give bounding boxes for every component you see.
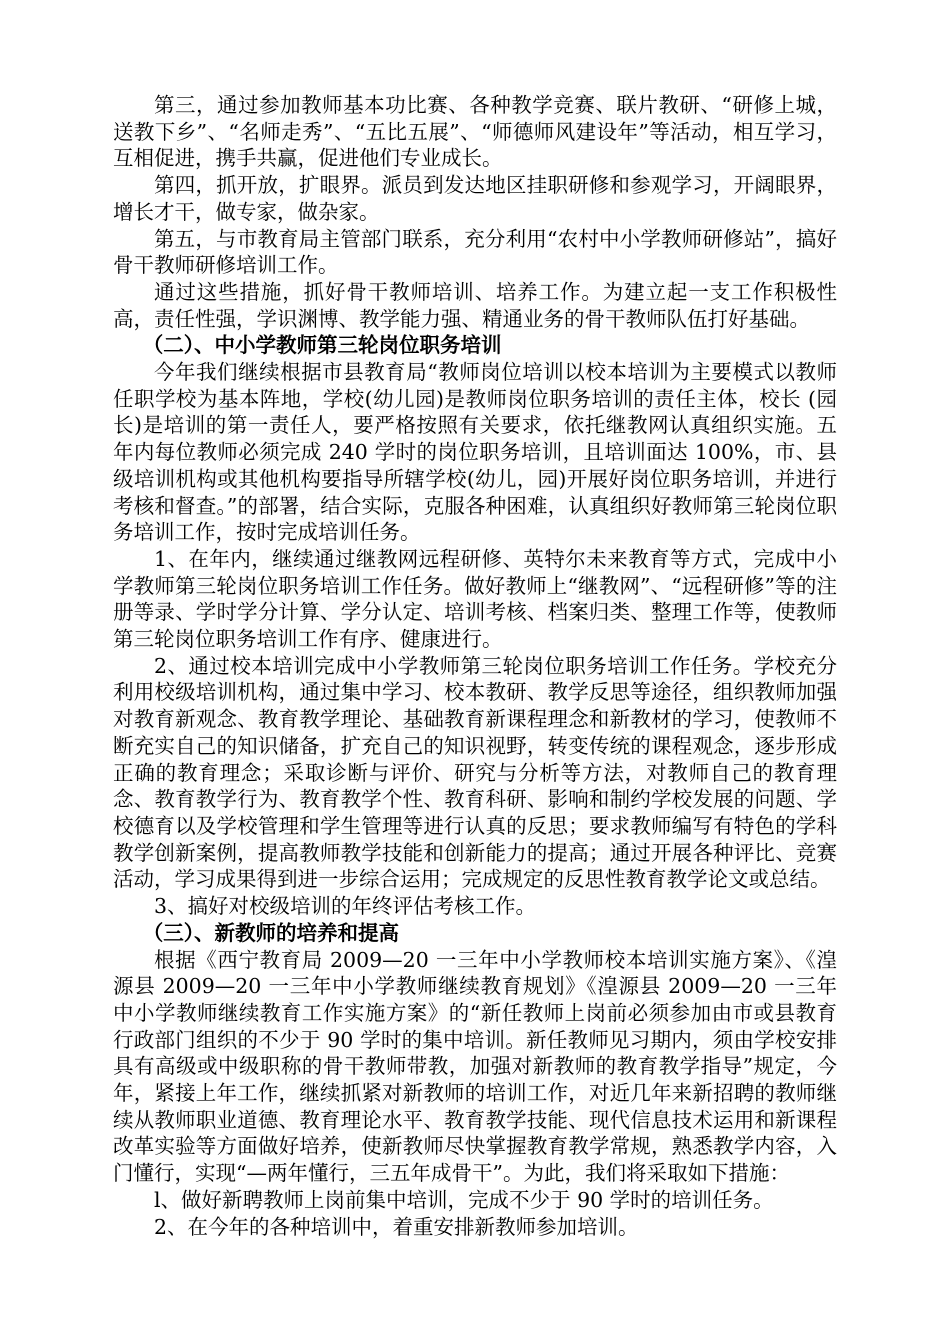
paragraph-summary: 通过这些措施，抓好骨干教师培训、培养工作。为建立起一支工作积极性高，责任性强，学识渊博、教学能力强、精通业务的骨干教师队伍打好基础。 (113, 279, 837, 331)
paragraph-item-3: 3、搞好对校级培训的年终评估考核工作。 (154, 894, 537, 919)
paragraph-new-teacher-intro: 根据《西宁教育局 2009—20 一三年中小学教师校本培训实施方案》、《湟源县 2009—20 一三年中小学教师继续教育规划》《湟源县 2009—20 一三年中小学教师继续教育工作实施方案》的“新任教师上岗前必须参加由市或县教育行政部门组织的不少于 90 学时的集中培训。新任教师见习期内，须由学校安排具有高级或中级职称的骨干教师带教，加强对新教师的教育教学指导”规定，今年，紧接上年工作，继续抓紧对新教师的培训工作，对近几年来新招聘的教师继续从教师职业道德、教育理论水平、教育教学技能、现代信息技术运用和新课程改革实验等方面做好培养，使新教师尽快掌握教育教学常规，熟悉教学内容，入门懂行，实现“—两年懂行，三五年成骨干”。为此，我们将采取如下措施： (113, 947, 837, 1186)
section-heading-3: （三）、新教师的培养和提高 (142, 920, 399, 945)
document-page (113, 92, 837, 1240)
paragraph-new-teacher-item-2: 2、在今年的各种培训中，着重安排新教师参加培训。 (154, 1214, 639, 1239)
paragraph-fifth-measure: 第五，与市教育局主管部门联系，充分利用“农村中小学教师研修站”，搞好骨干教师研修培训工作。 (113, 226, 837, 278)
paragraph-fourth-measure: 第四，抓开放，扩眼界。派员到发达地区挂职研修和参观学习，开阔眼界，增长才干，做专家，做杂家。 (113, 173, 837, 224)
section-heading-2: （二）、中小学教师第三轮岗位职务培训 (142, 333, 502, 358)
paragraph-third-measure: 第三，通过参加教师基本功比赛、各种教学竞赛、联片教研、“研修上城，送教下乡”、“名师走秀”、“五比五展”、“师德师风建设年”等活动，相互学习，互相促进，携手共赢，促进他们专业成长。 (113, 93, 837, 171)
paragraph-item-1: 1、在年内，继续通过继教网远程研修、英特尔未来教育等方式，完成中小学教师第三轮岗位职务培训工作任务。做好教师上“继教网”、“远程研修”等的注册等录、学时学分计算、学分认定、培训考核、档案归类、整理工作等，使教师第三轮岗位职务培训工作有序、健康进行。 (113, 546, 837, 652)
paragraph-new-teacher-item-1: l、做好新聘教师上岗前集中培训，完成不少于 90 学时的培训任务。 (154, 1187, 774, 1212)
paragraph-item-2: 2、通过校本培训完成中小学教师第三轮岗位职务培训工作任务。学校充分利用校级培训机构，通过集中学习、校本教研、教学反思等途径，组织教师加强对教育新观念、教育教学理论、基础教育新课程理念和新教材的学习，使教师不断充实自己的知识储备，扩充自己的知识视野，转变传统的课程观念，逐步形成正确的教育理念；采取诊断与评价、研究与分析等方法，对教师自己的教育理念、教育教学行为、教育教学个性、教育科研、影响和制约学校发展的问题、学校德育以及学校管理和学生管理等进行认真的反思；要求教师编写有特色的学科教学创新案例，提高教师教学技能和创新能力的提高；通过开展各种评比、竞赛活动，学习成果得到进一步综合运用；完成规定的反思性教育教学论文或总结。 (113, 653, 837, 892)
paragraph-training-intro: 今年我们继续根据市县教育局“教师岗位培训以校本培训为主要模式以教师任职学校为基本阵地，学校(幼儿园)是教师岗位职务培训的责任主体，校长 (园长)是培训的第一责任人，要严格按照有关要求，依托继教网认真组织实施。五年内每位教师必须完成 240 学时的岗位职务培训，且培训面达 100%，市、县级培训机构或其他机构要指导所辖学校(幼儿，园)开展好岗位职务培训，并进行考核和督查。”的部署，结合实际，克服各种困难，认真组织好教师第三轮岗位职务培训工作，按时完成培训任务。 (113, 360, 837, 545)
